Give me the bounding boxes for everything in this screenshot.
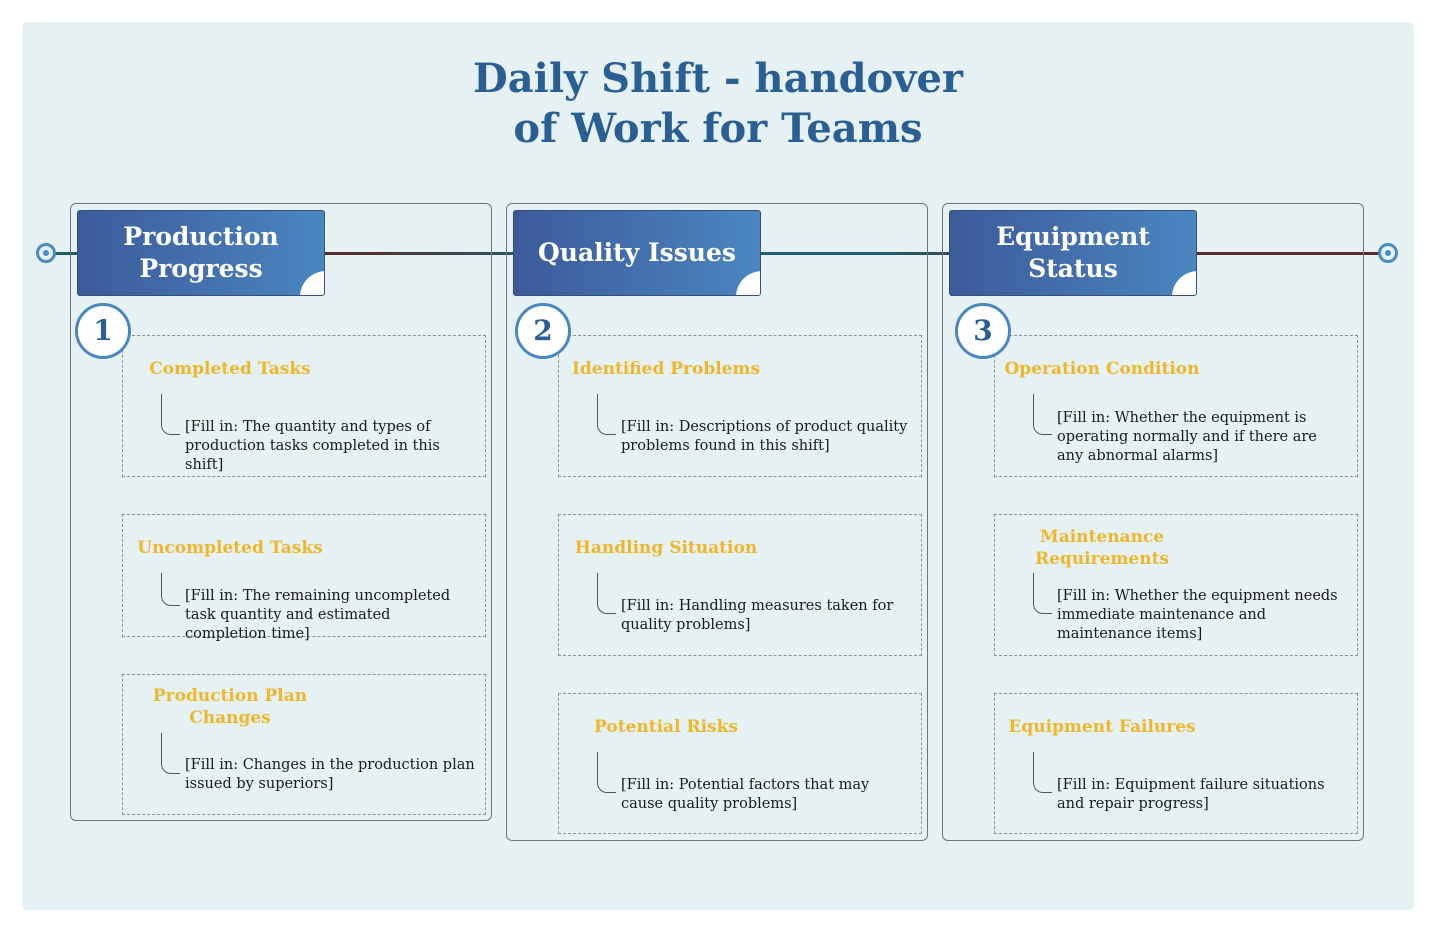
title-line-1: Daily Shift - handover (473, 55, 963, 102)
connector-bracket-icon (597, 394, 616, 435)
card-body: [Fill in: Whether the equipment is operating normally and if there are any abnormal alarms] (1057, 410, 1317, 464)
card-body: [Fill in: The quantity and types of production tasks completed in this shift] (185, 419, 440, 473)
card-title: Operation Condition (1004, 359, 1200, 379)
card-body: [Fill in: Descriptions of product quality problems found in this shift] (621, 419, 908, 454)
card-title: Identified Problems (571, 359, 761, 379)
card-production-plan-changes (122, 674, 486, 815)
header-production-progress (77, 210, 325, 296)
card-operation-condition (994, 335, 1358, 477)
timeline-start-node-icon (36, 243, 56, 263)
header-equipment-status (949, 210, 1197, 296)
card-handling-situation (558, 514, 922, 656)
page-curl-icon (736, 271, 761, 296)
section-number-badge: 3 (955, 303, 1011, 359)
card-title: Equipment Failures (1008, 717, 1196, 737)
card-body: [Fill in: Potential factors that may cause quality problems] (621, 777, 870, 812)
card-maintenance-requirements (994, 514, 1358, 656)
card-completed-tasks (122, 335, 486, 477)
header-line: Status (1028, 254, 1118, 283)
card-title: Completed Tasks (149, 359, 311, 379)
title-line-2: of Work for Teams (513, 105, 923, 152)
connector-bracket-icon (1033, 573, 1052, 614)
card-potential-risks (558, 693, 922, 834)
connector-bracket-icon (597, 752, 616, 793)
page-curl-icon (1172, 271, 1197, 296)
header-quality-issues (513, 210, 761, 296)
card-body: [Fill in: Whether the equipment needs immediate maintenance and maintenance items] (1057, 588, 1338, 642)
card-title: Handling Situation (574, 538, 758, 558)
section-number-badge: 1 (75, 303, 131, 359)
header-line: Quality Issues (538, 238, 736, 267)
section-number-badge: 2 (515, 303, 571, 359)
connector-bracket-icon (161, 573, 180, 606)
header-line: Progress (139, 254, 263, 283)
header-line: Equipment (996, 222, 1150, 251)
card-uncompleted-tasks (122, 514, 486, 642)
card-equipment-failures (994, 693, 1358, 834)
card-body: [Fill in: Handling measures taken for quality problems] (621, 598, 894, 633)
card-title: Uncompleted Tasks (137, 538, 323, 558)
connector-bracket-icon (597, 573, 616, 614)
connector-bracket-icon (161, 394, 180, 435)
card-body: [Fill in: Changes in the production plan issued by superiors] (185, 757, 475, 792)
connector-bracket-icon (161, 733, 180, 774)
connector-bracket-icon (1033, 752, 1052, 793)
page-title (0, 54, 1436, 154)
card-title: Production Plan Changes (152, 686, 308, 728)
card-body: [Fill in: The remaining uncompleted task quantity and estimated completion time] (185, 588, 451, 642)
timeline-end-node-icon (1378, 243, 1398, 263)
card-title: Potential Risks (594, 717, 738, 737)
card-identified-problems (558, 335, 922, 477)
header-line: Production (123, 222, 279, 251)
page-curl-icon (300, 271, 325, 296)
card-title: Maintenance Requirements (1034, 527, 1169, 569)
connector-bracket-icon (1033, 394, 1052, 435)
card-body: [Fill in: Equipment failure situations and repair progress] (1057, 777, 1325, 812)
